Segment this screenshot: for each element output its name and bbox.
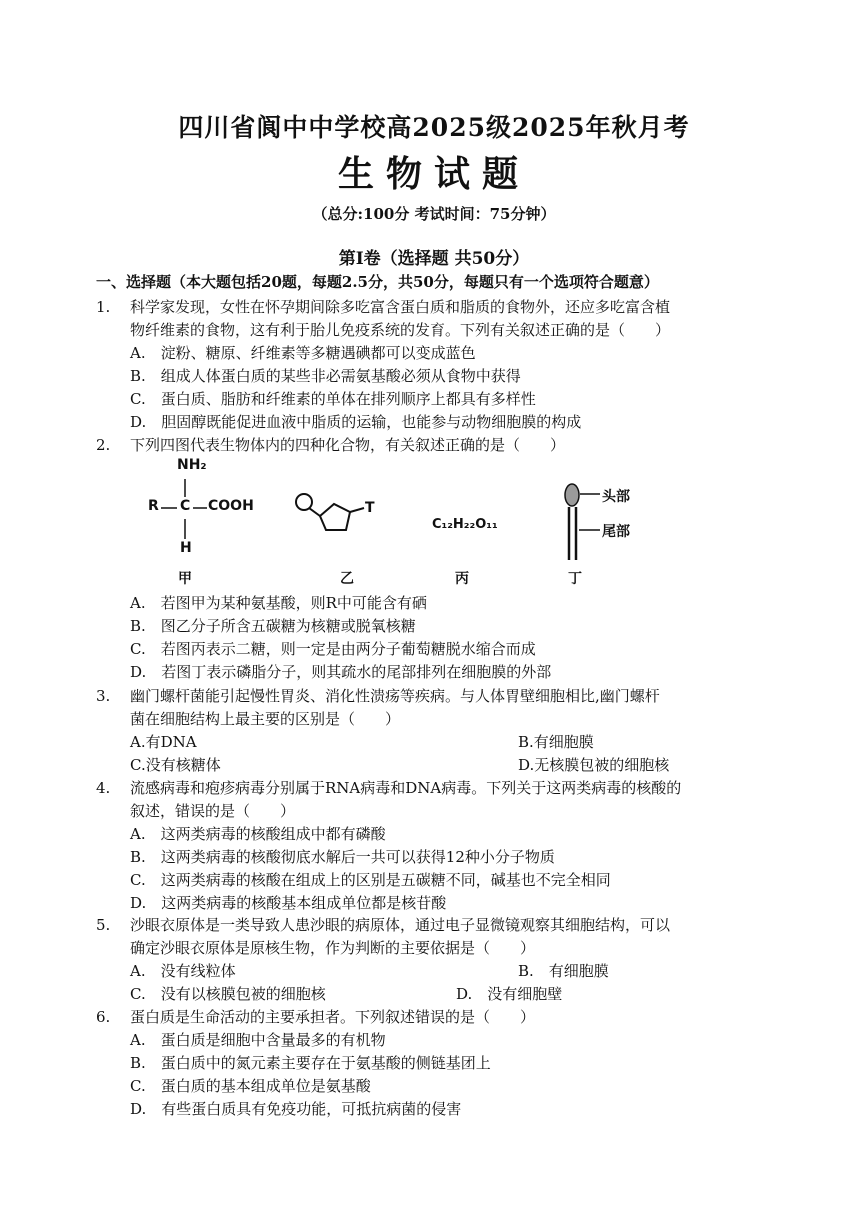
stem-line: 叙述，错误的是（ ）	[130, 802, 296, 820]
option-b: B. 这两类病毒的核酸彻底水解后一共可以获得12种小分子物质	[130, 848, 555, 866]
option-c: C. 蛋白质、脂肪和纤维素的单体在排列顺序上都具有多样性	[130, 390, 536, 408]
option-b: B. 图乙分子所含五碳糖为核糖或脱氧核糖	[130, 617, 416, 635]
question-4	[96, 777, 776, 823]
exam-meta: （总分:100分 考试时间：75分钟）	[312, 205, 556, 223]
figure-label-jia: 甲	[178, 571, 192, 587]
question-number: 1.	[96, 298, 111, 316]
question-number: 6.	[96, 1008, 111, 1026]
option-a: A.有DNA	[130, 733, 197, 751]
question-stem	[130, 914, 776, 960]
option-d: D. 若图丁表示磷脂分子，则其疏水的尾部排列在细胞膜的外部	[130, 663, 552, 681]
question-stem	[130, 777, 776, 823]
option-d: D. 有些蛋白质具有免疫功能，可抵抗病菌的侵害	[130, 1100, 462, 1118]
option-c: C. 这两类病毒的核酸在组成上的区别是五碳糖不同，碱基也不完全相同	[130, 871, 611, 889]
stem-line: 菌在细胞结构上最主要的区别是（ ）	[130, 710, 401, 728]
stem-line: 科学家发现，女性在怀孕期间除多吃富含蛋白质和脂质的食物外，还应多吃富含植	[130, 298, 671, 316]
stem-line: 沙眼衣原体是一类导致人患沙眼的病原体，通过电子显微镜观察其细胞结构，可以	[130, 916, 671, 934]
question-3	[96, 685, 776, 731]
compound-figure	[130, 455, 690, 590]
carbon-label: C	[180, 498, 191, 514]
option-c: C. 没有以核膜包被的细胞核	[130, 985, 326, 1003]
question-number: 4.	[96, 779, 111, 797]
option-a: A. 蛋白质是细胞中含量最多的有机物	[130, 1031, 386, 1049]
section-heading: 一、选择题（本大题包括20题，每题2.5分，共50分，每题只有一个选项符合题意）	[96, 273, 659, 291]
part-heading: 第Ⅰ卷（选择题 共50分）	[338, 249, 530, 269]
r-group-label: R	[148, 498, 159, 514]
question-1	[96, 296, 776, 342]
exam-title: 四川省阆中中学校高2025级2025年秋月考	[178, 113, 690, 142]
tail-label: 尾部	[602, 524, 630, 540]
option-c: C.没有核糖体	[130, 756, 221, 774]
question-number: 2.	[96, 436, 111, 454]
stem-line: 幽门螺杆菌能引起慢性胃炎、消化性溃疡等疾病。与人体胃壁细胞相比,幽门螺杆	[130, 687, 660, 705]
option-d: D. 胆固醇既能促进血液中脂质的运输，也能参与动物细胞膜的构成	[130, 413, 582, 431]
question-stem	[130, 1006, 776, 1029]
stem-line: 下列四图代表生物体内的四种化合物，有关叙述正确的是（ ）	[130, 436, 566, 454]
option-c: C. 若图丙表示二糖，则一定是由两分子葡萄糖脱水缩合而成	[130, 640, 536, 658]
stem-line: 蛋白质是生命活动的主要承担者。下列叙述错误的是（ ）	[130, 1008, 536, 1026]
question-stem	[130, 685, 776, 731]
head-label: 头部	[602, 489, 630, 505]
option-b: B. 组成人体蛋白质的某些非必需氨基酸必须从食物中获得	[130, 367, 521, 385]
formula-label: C₁₂H₂₂O₁₁	[432, 517, 498, 532]
option-a: A. 没有线粒体	[130, 962, 236, 980]
option-d: D.无核膜包被的细胞核	[518, 756, 670, 774]
figure-label-bing: 丙	[455, 571, 469, 587]
t-label: T	[365, 500, 375, 516]
h-label: H	[180, 540, 192, 556]
figure-label-ding: 丁	[568, 571, 582, 587]
stem-line: 物纤维素的食物，这有利于胎儿免疫系统的发育。下列有关叙述正确的是（ ）	[130, 321, 671, 339]
stem-line: 确定沙眼衣原体是原核生物，作为判断的主要依据是（ ）	[130, 939, 536, 957]
option-b: B.有细胞膜	[518, 733, 594, 751]
option-b: B. 有细胞膜	[518, 962, 609, 980]
option-b: B. 蛋白质中的氮元素主要存在于氨基酸的侧链基团上	[130, 1054, 491, 1072]
option-a: A. 若图甲为某种氨基酸，则R中可能含有硒	[130, 594, 427, 612]
option-c: C. 蛋白质的基本组成单位是氨基酸	[130, 1077, 371, 1095]
question-stem	[130, 434, 776, 457]
stem-line: 流感病毒和疱疹病毒分别属于RNA病毒和DNA病毒。下列关于这两类病毒的核酸的	[130, 779, 682, 797]
option-d: D. 这两类病毒的核酸基本组成单位都是核苷酸	[130, 894, 447, 912]
figure-label-yi: 乙	[340, 571, 354, 587]
option-a: A. 淀粉、糖原、纤维素等多糖遇碘都可以变成蓝色	[130, 344, 476, 362]
question-number: 3.	[96, 687, 111, 705]
question-2	[96, 434, 776, 457]
question-stem	[130, 296, 776, 342]
cooh-label: COOH	[208, 498, 254, 514]
question-5	[96, 914, 776, 960]
amino-acid-bonds	[130, 455, 270, 565]
question-number: 5.	[96, 916, 111, 934]
subject-title: 生物试题	[337, 153, 530, 195]
nh2-label: NH₂	[177, 457, 207, 473]
option-d: D. 没有细胞壁	[456, 985, 563, 1003]
option-a: A. 这两类病毒的核酸组成中都有磷酸	[130, 825, 386, 843]
question-6	[96, 1006, 776, 1029]
